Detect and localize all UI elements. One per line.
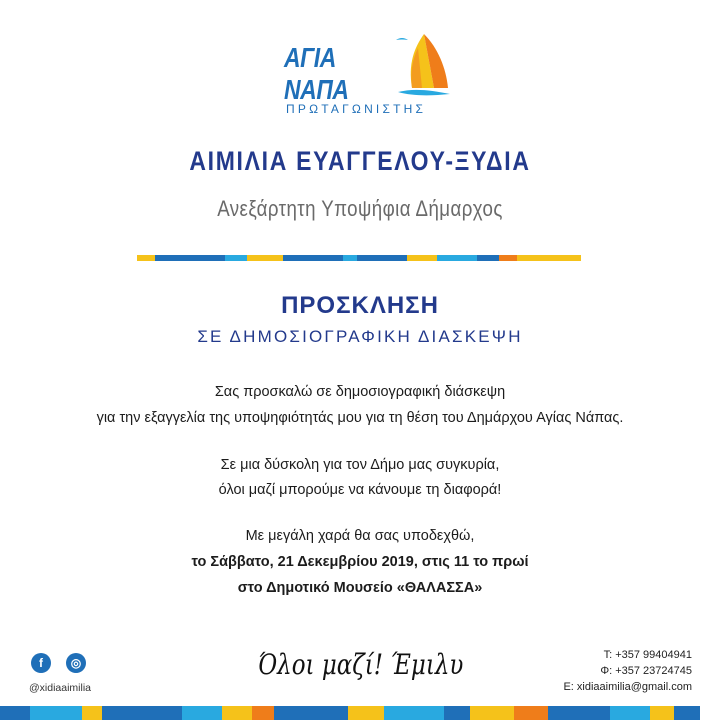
- contact-fax: Φ: +357 23724745: [600, 665, 692, 677]
- body-line: Σας προσκαλώ σε δημοσιογραφική διάσκεψη: [214, 384, 506, 400]
- event-location: στο Δημοτικό Μουσείο «ΘΑΛΑΣΣΑ»: [237, 580, 483, 596]
- logo-title: ΑΓΙΑ ΝΑΠΑ: [284, 42, 349, 105]
- social-handle: @xidiaaimilia: [29, 682, 92, 694]
- body-line: για την εξαγγελία της υποψηφιότητάς μου για τη θέση του Δημάρχου Αγίας Νάπας.: [96, 410, 624, 426]
- sailboat-icon: [394, 30, 452, 106]
- bottom-stripe: [0, 706, 720, 720]
- invitation-title: ΠΡΟΣΚΛΗΣΗ: [281, 292, 439, 319]
- facebook-icon[interactable]: f: [31, 653, 51, 673]
- invitation-subtitle: ΣΕ ΔΗΜΟΣΙΟΓΡΑΦΙΚΗ ΔΙΑΣΚΕΨΗ: [197, 327, 523, 346]
- body-line: Με μεγάλη χαρά θα σας υποδεχθώ,: [245, 528, 475, 544]
- logo-subtitle: ΠΡΩΤΑΓΩΝΙΣΤΗΣ: [286, 102, 427, 116]
- event-date: το Σάββατο, 21 Δεκεμβρίου 2019, στις 11 το πρωί: [191, 554, 529, 570]
- divider-stripe: [137, 255, 581, 261]
- signature: Όλοι μαζί! Έμιλυ: [258, 648, 464, 681]
- body-line: Σε μια δύσκολη για τον Δήμο μας συγκυρία,: [220, 457, 500, 473]
- candidate-subtitle: Ανεξάρτητη Υποψήφια Δήμαρχος: [217, 196, 503, 221]
- contact-email: E: xidiaaimilia@gmail.com: [563, 681, 692, 693]
- logo: [284, 28, 454, 128]
- body-line: όλοι μαζί μπορούμε να κάνουμε τη διαφορά!: [218, 482, 502, 498]
- contact-phone: T: +357 99404941: [603, 649, 692, 661]
- instagram-icon[interactable]: ◎: [66, 653, 86, 673]
- candidate-name: ΑΙΜΙΛΙΑ ΕΥΑΓΓΕΛΟΥ-ΞΥΔΙΑ: [189, 146, 531, 176]
